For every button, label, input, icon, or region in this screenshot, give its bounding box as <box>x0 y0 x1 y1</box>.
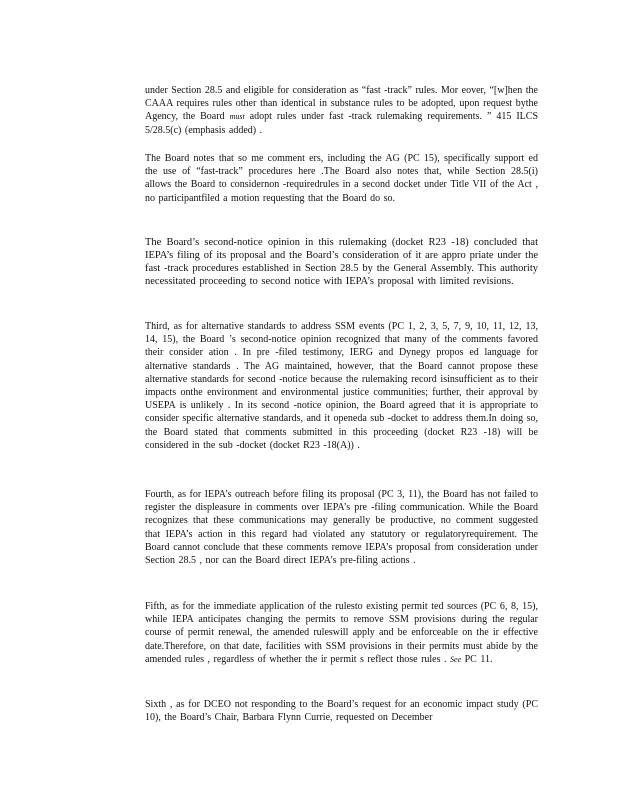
paragraph-text: adopt rules under fast -track rulemaking requirements. ” 415 ILCS 5/28.5(c) (emphasis added) . <box>145 111 539 136</box>
paragraph-text: under Section 28.5 and eligible for consideration as “fast -track” rules. Mor eover, “[w]hen the CAAA requires rules other than identical in substance rules to be adopted, upon request bythe Agency, the Board <box>145 85 538 123</box>
paragraph-text: The Board’s second-notice opinion in this rulemaking (docket R23 -18) concluded that IEPA’s filing of its proposal and the Board’s consideration of it are appro priate under the fast -track procedures established in Section 28.5 by the General Assembly. This authority necessitated proceeding to second notice with IEPA’s proposal with limited revisions. <box>145 236 538 288</box>
paragraph-text: Fourth, as for IEPA’s outreach before filing its proposal (PC 3, 11), the Board has not failed to register the displeasure in comments over IEPA’s pre -filing communication. While the Board recognizes that these communications may generally be productive, no comment suggested that IEPA’s action in this regard had violated any statutory or regulatoryrequirement. The Board cannot conclude that these comments remove IEPA’s proposal from consideration under Section 28.5 , nor can the Board direct IEPA’s pre-filing actions . <box>145 489 538 567</box>
paragraph-fourth-outreach <box>145 488 538 567</box>
paragraph-third-alternative-standards <box>145 320 538 452</box>
paragraph-board-notes <box>145 152 538 205</box>
emphasis-must: must <box>229 112 245 122</box>
paragraph-text: Sixth , as for DCEO not responding to the Board’s request for an economic impact study (PC 10), the Board’s Chair, Barbara Flynn Currie, requested on December <box>145 699 538 724</box>
paragraph-fifth-immediate-application <box>145 600 538 666</box>
emphasis-see: See <box>450 654 462 664</box>
paragraph-fast-track-eligibility <box>145 84 538 137</box>
paragraph-text: Third, as for alternative standards to address SSM events (PC 1, 2, 3, 5, 7, 9, 10, 11, 12, 13, 14, 15), the Board ’s second-notice opinion recognized that many of the comments favored their consider ation . In pre -filed testimony, IERG and Dynegy propos ed language for alternative standards . The AG maintained, however, that the Board cannot propose these alternative standards for second -notice because the rulemaking record isinsufficient as to their impacts onthe environment and environmental justice communities; further, their approval by USEPA is unlikely . In its second -notice opinion, the Board agreed that it is appropriate to consider specific alternative standards, and it openeda sub -docket to address them.In doing so, the Board stated that comments submitted in this proceeding (docket R23 -18) will be considered in the sub -docket (docket R23 -18(A)) . <box>145 321 538 451</box>
paragraph-text: Fifth, as for the immediate application of the rulesto existing permit ted sources (PC 6, 8, 15), while IEPA anticipates changing the permits to remove SSM provisions during the regular course of permit renewal, the amended ruleswill apply and be enforceable on the ir effective date.Therefore, on that date, facilities with SSM provisions in their permits must abide by the amended rules , regardless of whether the ir permit s reflect those rules . <box>145 601 538 665</box>
paragraph-second-notice-opinion <box>145 236 538 289</box>
paragraph-sixth-dceo <box>145 698 538 724</box>
paragraph-text: The Board notes that so me comment ers, including the AG (PC 15), specifically support ed the use of “fast-track” procedures here .The Board also notes that, while Section 28.5(i) allows the Board to considernon -requiredrules in a second docket under Title VII of the Act , no participantfiled a motion requesting that the Board do so. <box>145 153 538 204</box>
paragraph-text: PC 11. <box>464 653 493 665</box>
